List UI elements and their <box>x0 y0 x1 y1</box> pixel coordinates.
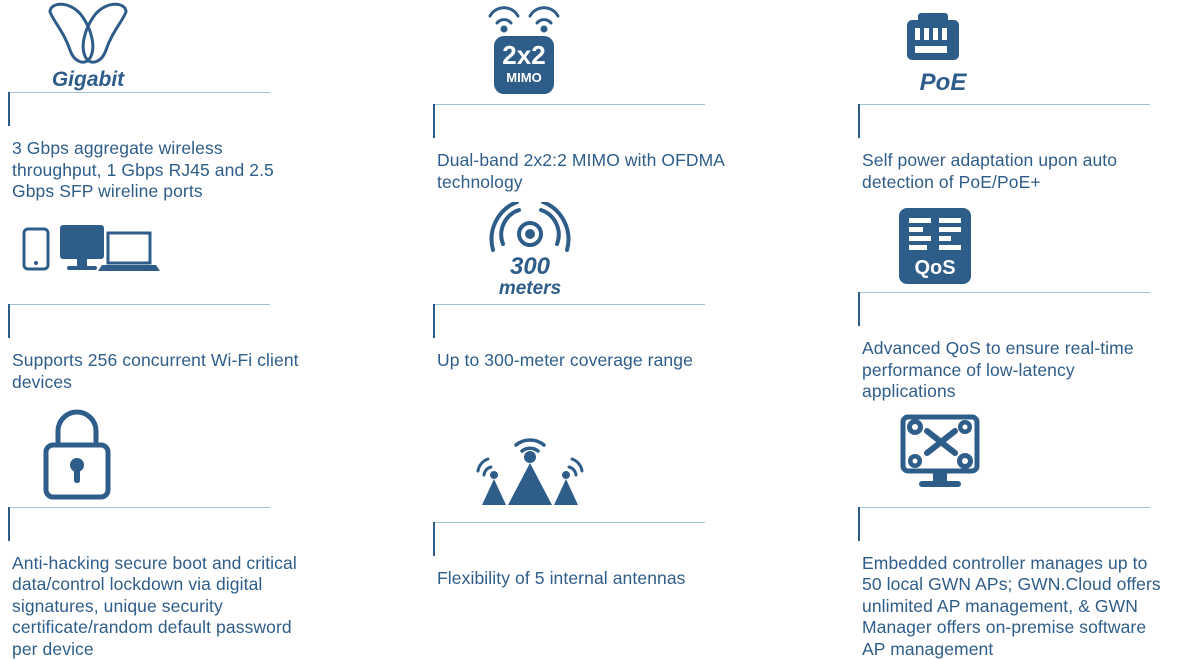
qos-icon-area <box>850 200 1200 292</box>
divider-horizontal-line <box>435 104 705 105</box>
divider <box>425 304 850 338</box>
padlock-icon-area <box>0 400 425 507</box>
svg-text:QoS: QoS <box>914 257 956 279</box>
feature-card-mimo <box>425 0 850 200</box>
feature-card-coverage-range <box>425 200 850 400</box>
mimo-2x2-icon <box>470 2 580 102</box>
poe-icon <box>885 6 995 98</box>
feature-text: Advanced QoS to ensure real-time performance of low-latency applications <box>862 338 1134 401</box>
divider-vertical-bar <box>8 92 10 126</box>
svg-text:PoE: PoE <box>919 69 967 96</box>
divider-horizontal-line <box>10 507 270 508</box>
feature-text: 3 Gbps aggregate wireless throughput, 1 Gbps RJ45 and 2.5 Gbps SFP wireline ports <box>12 138 274 201</box>
feature-card-security <box>0 400 425 660</box>
divider-horizontal-line <box>10 304 270 305</box>
feature-text: Dual-band 2x2:2 MIMO with OFDMA technology <box>437 150 725 192</box>
divider-vertical-bar <box>8 507 10 541</box>
divider-horizontal-line <box>435 522 705 523</box>
feature-card-qos <box>850 200 1200 400</box>
divider <box>850 507 1200 541</box>
divider <box>0 507 425 541</box>
divider-vertical-bar <box>433 104 435 138</box>
feature-card-embedded-controller <box>850 400 1200 660</box>
divider-vertical-bar <box>8 304 10 338</box>
feature-text: Self power adaptation upon auto detection of PoE/PoE+ <box>862 150 1118 192</box>
gigabit-icon-area <box>0 0 425 92</box>
svg-text:2x2: 2x2 <box>502 40 546 70</box>
qos-icon <box>885 200 985 292</box>
divider-vertical-bar <box>433 304 435 338</box>
svg-text:300: 300 <box>509 253 551 280</box>
embedded-controller-icon <box>885 405 995 501</box>
divider-vertical-bar <box>858 104 860 138</box>
divider-vertical-bar <box>433 522 435 556</box>
feature-card-client-devices <box>0 200 425 400</box>
coverage-range-icon-area <box>425 200 850 304</box>
poe-icon-area <box>850 0 1200 104</box>
divider-vertical-bar <box>858 292 860 326</box>
divider-horizontal-line <box>860 292 1150 293</box>
embedded-controller-icon-area <box>850 400 1200 507</box>
feature-text: Up to 300-meter coverage range <box>437 350 693 370</box>
divider <box>850 104 1200 138</box>
divider <box>425 104 850 138</box>
feature-text: Anti-hacking secure boot and critical data/control lockdown via digital signatures, unique security certificate/random default password per device <box>12 552 297 659</box>
divider <box>425 522 850 556</box>
feature-card-gigabit <box>0 0 425 200</box>
divider-horizontal-line <box>10 92 270 93</box>
svg-text:meters: meters <box>498 278 562 299</box>
divider <box>850 292 1200 326</box>
svg-text:MIMO: MIMO <box>506 70 542 85</box>
feature-text: Supports 256 concurrent Wi-Fi client devices <box>12 350 299 392</box>
divider-horizontal-line <box>860 507 1150 508</box>
client-devices-icon <box>22 207 162 297</box>
svg-text:Gigabit: Gigabit <box>51 68 125 91</box>
client-devices-icon-area <box>0 200 425 304</box>
divider <box>0 304 425 338</box>
gigabit-icon <box>30 0 146 92</box>
feature-text: Embedded controller manages up to 50 local GWN APs; GWN.Cloud offers unlimited AP management, & GWN Manager offers on-premise software AP management <box>862 552 1161 659</box>
feature-text: Flexibility of 5 internal antennas <box>437 568 686 588</box>
padlock-icon <box>32 403 122 503</box>
mimo-icon-area <box>425 0 850 104</box>
divider-horizontal-line <box>435 304 705 305</box>
divider <box>0 92 425 126</box>
divider-vertical-bar <box>858 507 860 541</box>
feature-card-antennas <box>425 400 850 660</box>
divider-horizontal-line <box>860 104 1150 105</box>
antennas-icon-area <box>425 400 850 522</box>
feature-card-poe <box>850 0 1200 200</box>
coverage-range-icon <box>467 202 592 302</box>
antennas-icon <box>460 409 600 513</box>
